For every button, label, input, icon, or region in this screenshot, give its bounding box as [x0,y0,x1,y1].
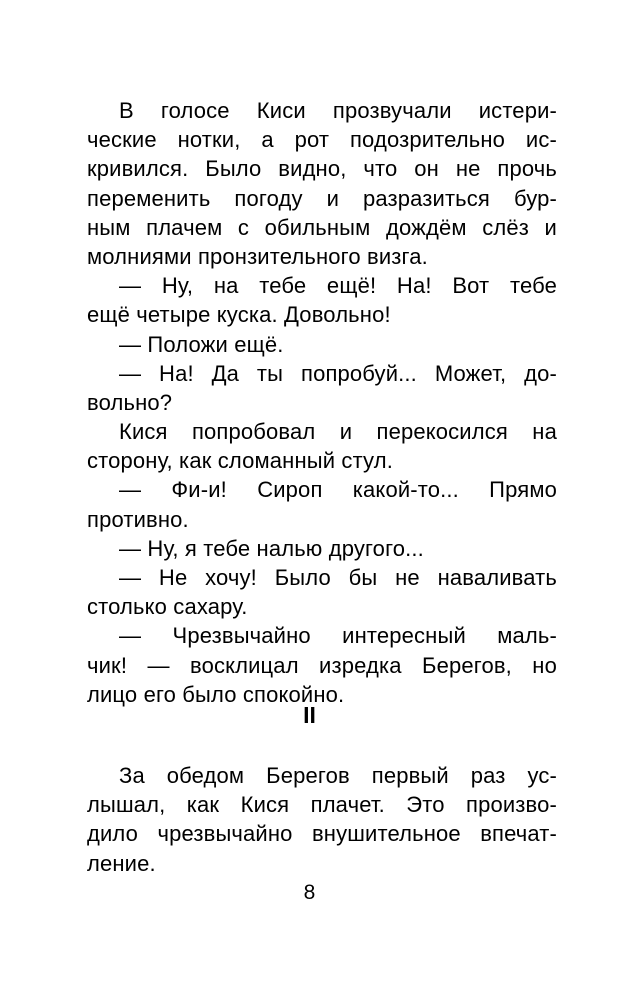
text-line: лицо его было спокойно. [87,681,345,707]
text-block-top [87,96,557,709]
text-line: ление. [87,850,156,876]
text-line: столько сахару. [87,594,248,620]
text-line: ческие нотки, а рот подозрительно ис- [87,127,557,153]
text-line: ещё четыре куска. Довольно! [87,302,391,328]
text-line: — Ну, на тебе ещё! На! Вот тебе [119,273,557,299]
text-line: — Ну, я тебе налью другого... [119,535,424,561]
text-line: Кися попробовал и перекосился на [119,419,557,445]
text-line: — На! Да ты попробуй... Может, до- [119,360,557,386]
text-line: — Положи ещё. [119,331,284,357]
text-line: В голосе Киси прозвучали истери- [119,98,557,123]
page-number: 8 [303,881,316,904]
text-block-bottom [87,761,557,878]
text-line: кривился. Было видно, что он не прочь [87,156,557,182]
text-line: переменить погоду и разразиться бур- [87,185,557,211]
text-line: ным плачем с обильным дождём слёз и [87,214,557,240]
text-line: — Фи-и! Сироп какой-то... Прямо [119,477,557,503]
text-line: сторону, как сломанный стул. [87,448,393,474]
text-line: — Не хочу! Было бы не наваливать [119,565,557,590]
text-line: — Чрезвычайно интересный маль- [119,623,557,649]
text-line: вольно? [87,389,173,415]
text-line: дило чрезвычайно внушительное впечат- [87,821,557,847]
text-line: чик! — восклицал изредка Берегов, но [87,652,557,678]
section-heading: II [303,702,316,728]
text-line: За обедом Берегов первый раз ус- [119,763,557,788]
text-line: противно. [87,506,189,532]
text-line: лышал, как Кися плачет. Это произво- [87,792,557,818]
text-line: молниями пронзительного визга. [87,243,428,269]
